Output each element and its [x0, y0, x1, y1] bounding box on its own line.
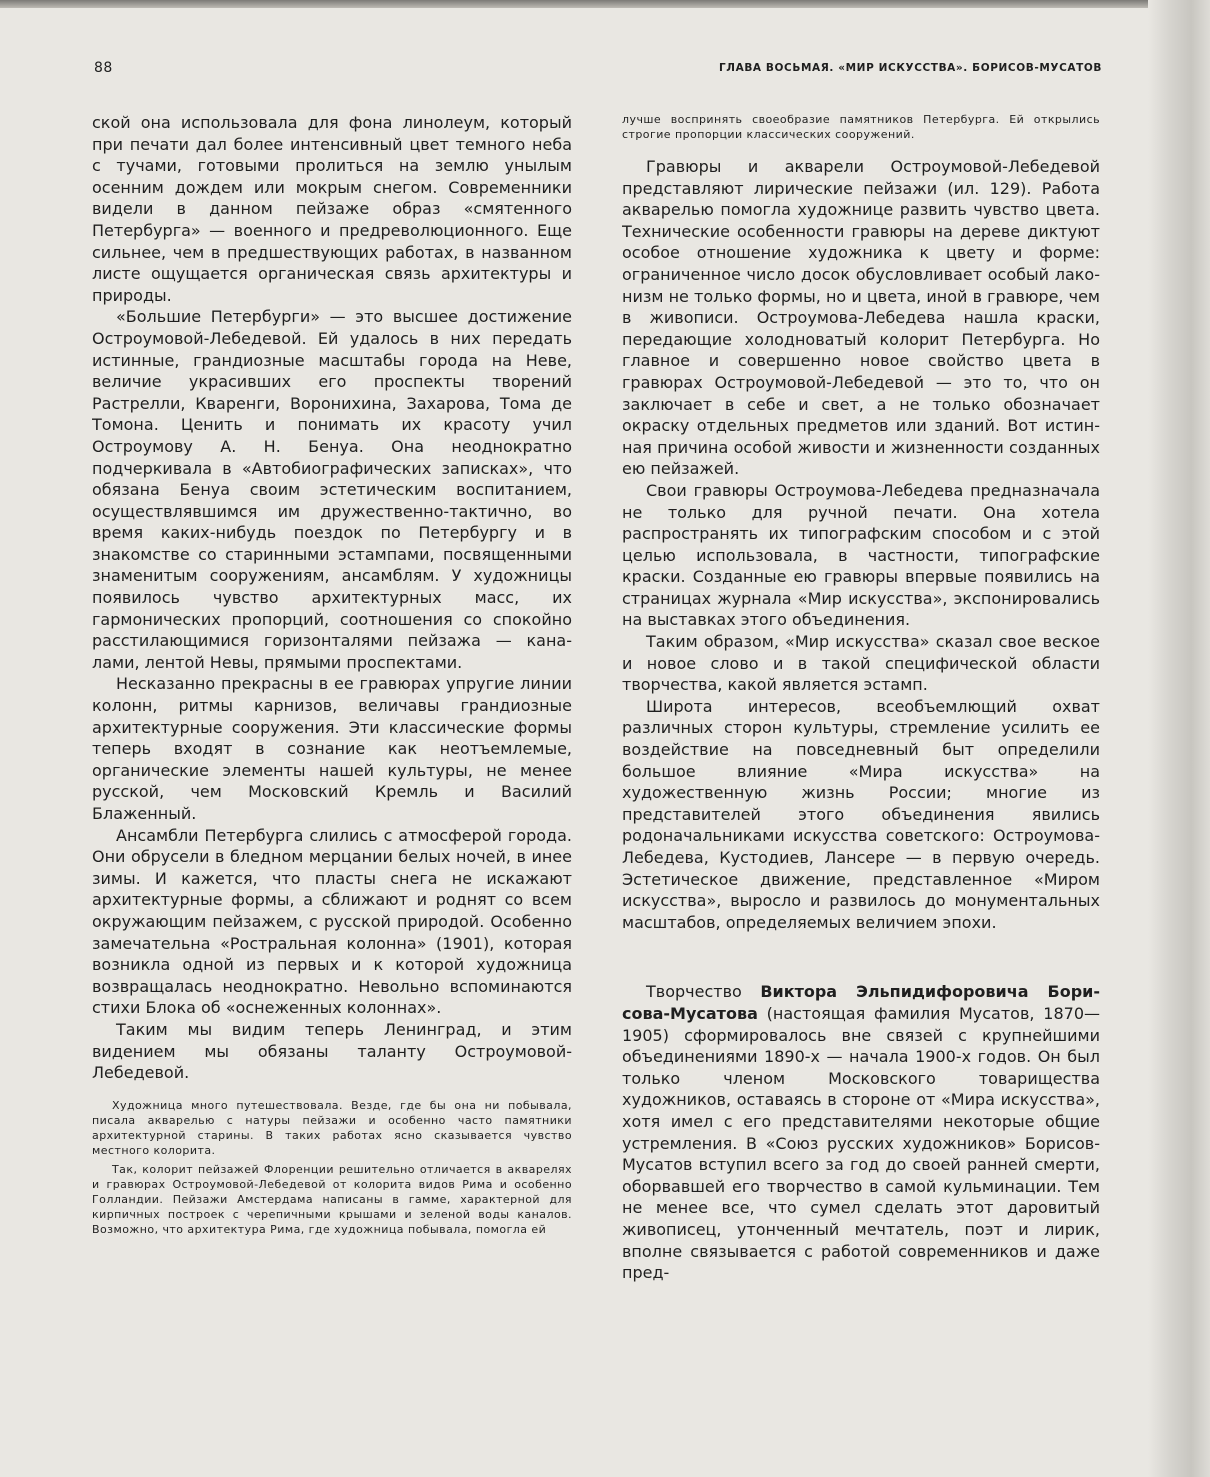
artist-name: Виктора Эльпидифоровича Борисова-Мусатова — [622, 982, 1100, 1023]
scan-top-edge — [0, 0, 1210, 8]
paragraph: Таким образом, «Мир искусства» сказал свое веское и новое слово и в такой специфической области творчества, какой является эстамп. — [622, 632, 1100, 695]
page-number: 88 — [94, 60, 113, 76]
running-head: ГЛАВА ВОСЬМАЯ. «МИР ИСКУССТВА». БОРИСОВ-МУСАТОВ — [718, 62, 1102, 74]
paragraph-section-start — [622, 981, 1100, 1283]
footnote-paragraph: Художница много путешествовала. Везде, где бы она ни побывала, писала акварелью с натуры пейзажи и особенно часто памятники архитектурной старины. В таких работах ясно сказывается чувство местного колорита. — [92, 1098, 572, 1157]
paragraph: Свои гравюры Остроумова-Лебедева предназначала не только для ручной печати. Она хотела распространять их типографским способом и с этой целью использовала, в частности, типографские краски. Созданные ею гравюры впервые появились на страницах журнала «Мир искусства», экспонировались на выставках этого объединения. — [622, 480, 1100, 630]
footnote-continuation: лучше воспринять своеобразие памятников Петербурга. Ей открылись строгие пропорции классических сооружений. — [622, 113, 1100, 141]
footnote-block — [92, 1098, 572, 1237]
left-column — [92, 112, 572, 1452]
paragraph: Ансамбли Петербурга слились с атмосферой города. Они обрусели в бледном мерцании белых ночей, в инее зимы. И кажется, что пласты снега не искажают архитектурные формы, а сближают и роднят со всем окружающим пейзажем, с русской природой. Особенно замечательна «Ростральная колонна» (1901), которая возникла одной из первых и к которой художница возвращалась неоднократно. Невольно вспоминаются стихи Блока об «оснеженных колоннах». — [92, 825, 572, 1018]
right-column — [622, 112, 1100, 1452]
footnote-paragraph: Так, колорит пейзажей Флоренции решительно отличается в акварелях и гравюрах Остроумовой-Лебедевой от колорита видов Рима и особенно Голландии. Пейзажи Амстердама написаны в гамме, характерной для кирпичных построек с черепичными крышами и зеленой воды каналов. Возможно, что архитектура Рима, где художница побывала, помогла ей — [92, 1162, 572, 1236]
book-spine-shadow — [1148, 0, 1210, 1477]
paragraph-lead: Творчество — [646, 982, 761, 1002]
paragraph: «Большие Петербурги» — это высшее достижение Остроумовой-Лебедевой. Ей удалось в них передать истинные, грандиозные масштабы города на Неве, величие украсивших его проспекты творений Растрелли, Кваренги, Воронихина, Захарова, Тома де Томона. Ценить и понимать их красоту учил Остроумову А. Н. Бенуа. Она неоднократно подчеркивала в «Автобиографических записках», что обязана Бенуа своим эстетическим воспитанием, осуществлявшимся им дружественно-тактично, во время каких-нибудь поездок по Петербургу и в знакомстве со старинными эстампами, посвященными знаменитым сооружениям, ансамблям. У художницы появилось чувство архитектурных масс, их гармонических пропорций, соотношения со спокойно расстилающимися горизонталями пейзажа — каналами, лентой Невы, прямыми проспектами. — [92, 307, 572, 672]
section-break — [622, 933, 1100, 981]
paragraph: Несказанно прекрасны в ее гравюрах упругие линии колонн, ритмы карнизов, величавы грандиозные архитектурные сооружения. Эти классические формы теперь входят в сознание как неотъемлемые, органические элементы нашей культуры, не менее русской, чем Московский Кремль и Василий Блаженный. — [92, 674, 572, 823]
paragraph: Гравюры и акварели Остроумовой-Лебедевой представляют лирические пейзажи (ил. 129). Работа акварелью помогла художнице развить чувство цвета. Технические особенности гравюры на дереве диктуют особое отношение художника к цвету и форме: ограниченное число досок обусловливает особый лаконизм не только формы, но и цвета, иной в гравюре, чем в живописи. Остроумова-Лебедева нашла краски, передающие холодноватый колорит Петербурга. Но главное и совершенно новое свойство цвета в гравюрах Остроумовой-Лебедевой — это то, что он заключает в себе и свет, а не только обозначает окраску отдельных предметов или зданий. Вот истинная причина особой живости и жизненности созданных ею пейзажей. — [622, 157, 1100, 479]
paragraph: Таким мы видим теперь Ленинград, и этим видением мы обязаны таланту Остроумовой-Лебедевой. — [92, 1019, 572, 1083]
paragraph: Широта интересов, всеобъемлющий охват различных сторон культуры, стремление усилить ее воздействие на повседневный быт определили большое влияние «Мира искусства» на художественную жизнь России; многие из представителей этого объединения явились родоначальниками искусства советского: Остроумова-Лебедева, Кустодиев, Лансере — в первую очередь. Эстетическое движение, представленное «Миром искусства», выросло и развилось до монументальных масштабов, определяемых величием эпохи. — [622, 696, 1100, 932]
paragraph-body: (настоящая фамилия Мусатов, 1870—1905) сформировалось вне связей с крупнейшими объединениями 1890-х — начала 1900-х годов. Он был только членом Московского товарищества художников, оставаясь в стороне от «Мира искусства», хотя имел с его представителями некоторые общие устремления. В «Союз русских художников» Борисов-Мусатов вступил всего за год до своей ранней смерти, оборвавшей его творчество в самой кульминации. Тем не менее все, что сумел сделать этот даровитый живописец, утонченный мечтатель, поэт и лирик, вполне связывается с работой современников и даже пред- — [622, 1003, 1100, 1283]
paragraph: ской она использовала для фона линолеум, который при печати дал более интенсивный цвет темного неба с тучами, готовыми пролиться на землю унылым осенним дождем или мокрым снегом. Современники видели в данном пейзаже образ «смятенного Петербурга» — военного и предреволюционного. Еще сильнее, чем в предшествующих работах, в названном листе ощущается органическая связь архитектуры и природы. — [92, 113, 572, 305]
